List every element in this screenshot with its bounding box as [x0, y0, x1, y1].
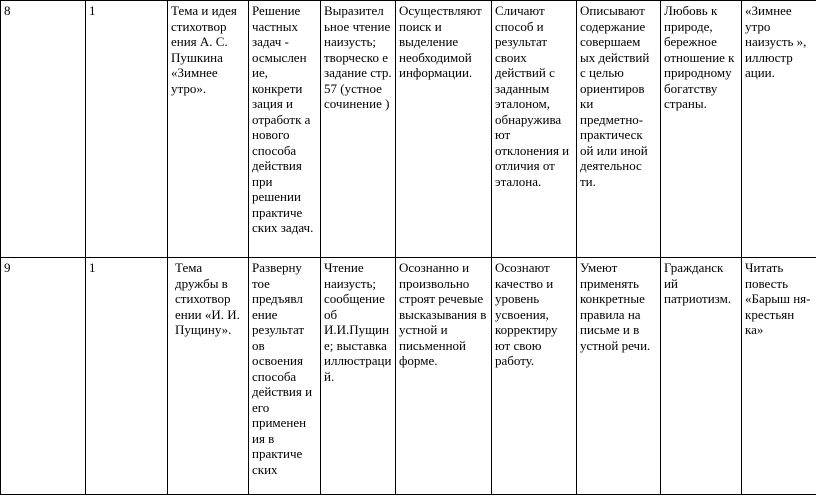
hours-count: 1 [89, 260, 164, 276]
communicative-skills: Умеют применять конкретные правила на письме и в устной речи. [580, 260, 657, 353]
cognitive-skills: Осознают качество и уровень усвоения, корректиру ют свою работу. [495, 260, 573, 369]
table-row [1, 258, 816, 495]
lesson-activity: Чтение наизусть; сообщение об И.И.Пущин е; выставка иллюстраци й. [324, 260, 392, 384]
lesson-topic: Тема дружбы в стихотвор ении «И. И. Пущину». [171, 260, 245, 338]
lesson-goal: Разверну тое предъявл ение результат ов освоения способа действия и его применен ия в практиче ских [252, 260, 317, 477]
goal-cell [249, 1, 321, 258]
communicative-cell [577, 1, 661, 258]
topic-cell [168, 1, 249, 258]
hours-cell [86, 1, 168, 258]
communicative-skills: Описывают содержание совершаем ых действий с целью ориентиров ки предметно- практическ ой или иной деятельнос ти. [580, 3, 657, 189]
cognitive-cell [492, 1, 577, 258]
personal-cell [661, 258, 742, 495]
topic-cell [168, 258, 249, 495]
goal-cell [249, 258, 321, 495]
personal-results: Гражданск ий патриотизм. [664, 260, 738, 307]
homework: «Зимнее утро наизусть », иллюстр ации. [745, 3, 813, 81]
lesson-goal: Решение частных задач - осмыслен ие, конкрети зация и отработк а нового способа действия при решении практиче ских задач. [252, 3, 317, 236]
regulative-skills: Осуществляют поиск и выделение необходимой информации. [399, 3, 488, 81]
lesson-number: 8 [4, 3, 82, 19]
table-row [1, 1, 816, 258]
regulative-cell [396, 258, 492, 495]
cognitive-cell [492, 258, 577, 495]
lesson-topic: Тема и идея стихотвор ения А. С. Пушкина «Зимнее утро». [171, 3, 245, 96]
hours-cell [86, 258, 168, 495]
hours-count: 1 [89, 3, 164, 19]
homework-cell [742, 1, 816, 258]
homework: Читать повесть «Барыш ня- крестьян ка» [745, 260, 813, 338]
lesson-activity: Выразител ьное чтение наизусть; творческо е задание стр. 57 (устное сочинение ) [324, 3, 392, 112]
homework-cell [742, 258, 816, 495]
activity-cell [321, 1, 396, 258]
regulative-cell [396, 1, 492, 258]
communicative-cell [577, 258, 661, 495]
regulative-skills: Осознанно и произвольно строят речевые высказывания в устной и письменной форме. [399, 260, 488, 369]
personal-results: Любовь к природе, бережное отношение к природному богатству страны. [664, 3, 738, 112]
lesson-number-cell [1, 1, 86, 258]
cognitive-skills: Сличают способ и результат своих действий с заданным эталоном, обнаружива ют отклонения и отличия от эталона. [495, 3, 573, 189]
activity-cell [321, 258, 396, 495]
lesson-number: 9 [4, 260, 82, 276]
personal-cell [661, 1, 742, 258]
lesson-number-cell [1, 258, 86, 495]
